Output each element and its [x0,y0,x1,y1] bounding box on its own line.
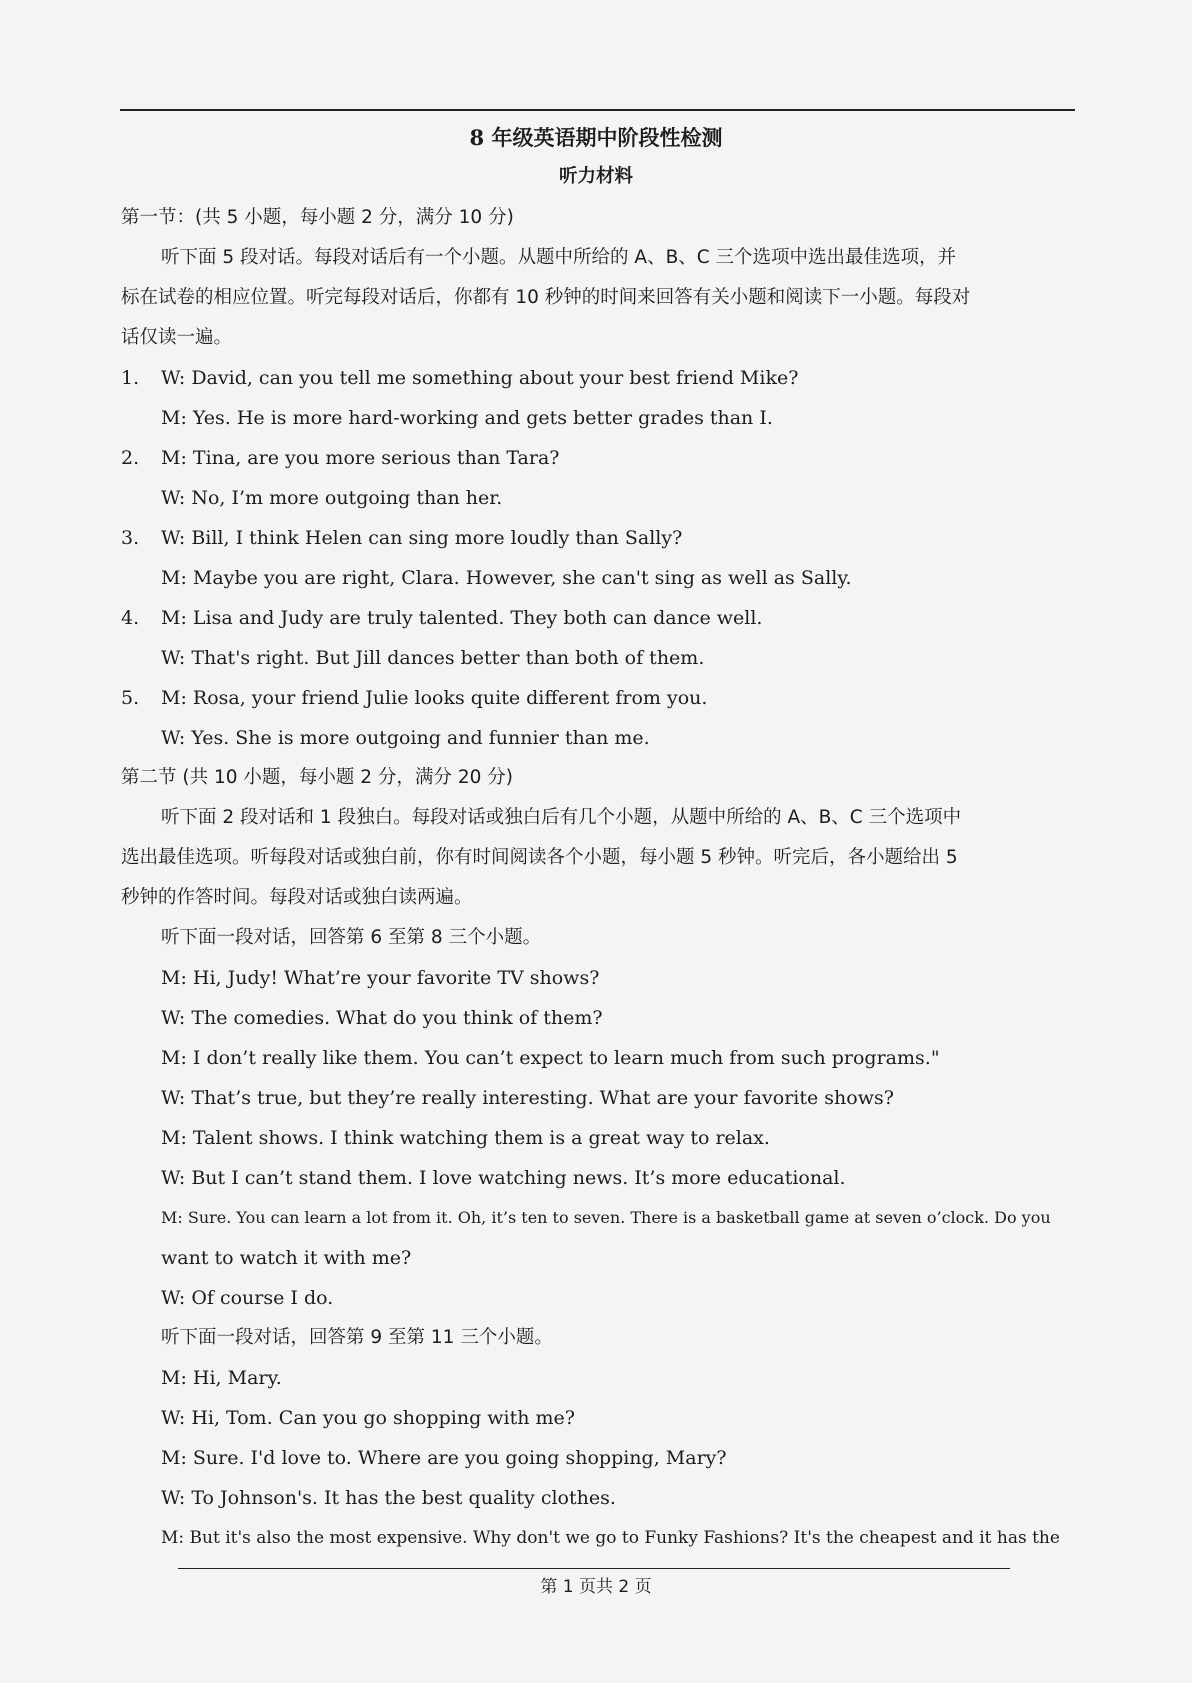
question-number: 1. [121,367,140,389]
page-subtitle: 听力材料 [558,166,633,187]
page-number: 第 1 页共 2 页 [540,1577,652,1597]
dialogue-line: M: Sure. I'd love to. Where are you going shopping, Mary? [161,1447,727,1469]
dialogue-intro: 听下面一段对话，回答第 6 至第 8 三个小题。 [161,927,542,948]
dialogue-line: W: Hi, Tom. Can you go shopping with me? [161,1407,575,1429]
dialogue-line: W: David, can you tell me something about your best friend Mike? [161,367,799,389]
question-number: 5. [121,687,140,709]
dialogue-line: W: Bill, I think Helen can sing more loudly than Sally? [161,527,683,549]
dialogue-line: W: Of course I do. [161,1287,334,1309]
section1-instruction: 话仅读一遍。 [121,327,233,348]
question-item [121,358,1076,398]
dialogue-line: M: Talent shows. I think watching them is a great way to relax. [161,1127,770,1149]
question-item [121,678,1076,718]
section2-instruction: 选出最佳选项。听每段对话或独白前，你有时间阅读各个小题，每小题 5 秒钟。听完后，各小题给出 5 [121,847,958,868]
dialogue-line: M: Hi, Judy! What’re your favorite TV shows? [161,967,600,989]
question-item [121,438,1076,478]
section2-heading: 第二节 (共 10 小题，每小题 2 分，满分 20 分) [121,767,513,788]
dialogue-line: M: Lisa and Judy are truly talented. They both can dance well. [161,607,763,629]
dialogue-line: W: No, I’m more outgoing than her. [161,487,503,509]
listening-material [121,198,1076,1558]
section1-heading: 第一节：(共 5 小题，每小题 2 分，满分 10 分) [121,207,514,228]
dialogue-line: W: Yes. She is more outgoing and funnier than me. [161,727,650,749]
question-number: 2. [121,447,140,469]
dialogue-line: M: I don’t really like them. You can’t expect to learn much from such programs." [161,1047,940,1069]
question-number: 4. [121,607,140,629]
section2-instruction: 听下面 2 段对话和 1 段独白。每段对话或独白后有几个小题，从题中所给的 A、B、C 三个选项中 [161,807,962,828]
dialogue-line: M: Maybe you are right, Clara. However, she can't sing as well as Sally. [161,567,852,589]
dialogue-line: W: To Johnson's. It has the best quality clothes. [161,1487,616,1509]
dialogue-line: W: That’s true, but they’re really interesting. What are your favorite shows? [161,1087,894,1109]
dialogue-line: M: Hi, Mary. [161,1367,282,1389]
dialogue-line: M: Tina, are you more serious than Tara? [161,447,560,469]
section1-instruction: 标在试卷的相应位置。听完每段对话后，你都有 10 秒钟的时间来回答有关小题和阅读下一小题。每段对 [121,287,971,308]
dialogue-line: want to watch it with me? [161,1247,412,1269]
dialogue-line: W: The comedies. What do you think of them? [161,1007,603,1029]
dialogue-line: W: That's right. But Jill dances better than both of them. [161,647,705,669]
page-title: 8 年级英语期中阶段性检测 [469,125,723,150]
dialogue-line: M: Yes. He is more hard-working and gets better grades than I. [161,407,773,429]
section2-instruction: 秒钟的作答时间。每段对话或独白读两遍。 [121,887,473,908]
dialogue-intro: 听下面一段对话，回答第 9 至第 11 三个小题。 [161,1327,553,1348]
dialogue-line: M: But it's also the most expensive. Why don't we go to Funky Fashions? It's the cheapest and it has the [161,1528,1060,1548]
dialogue-line: M: Sure. You can learn a lot from it. Oh, it’s ten to seven. There is a basketball game at seven o’clock. Do you [161,1208,1051,1227]
section1-instruction: 听下面 5 段对话。每段对话后有一个小题。从题中所给的 A、B、C 三个选项中选出最佳选项，并 [161,247,957,268]
question-item [121,598,1076,638]
question-number: 3. [121,527,140,549]
question-item [121,518,1076,558]
header-rule [120,109,1075,111]
dialogue-line: M: Rosa, your friend Julie looks quite different from you. [161,687,708,709]
dialogue-line: W: But I can’t stand them. I love watching news. It’s more educational. [161,1167,846,1189]
footer-rule [178,1568,1010,1569]
